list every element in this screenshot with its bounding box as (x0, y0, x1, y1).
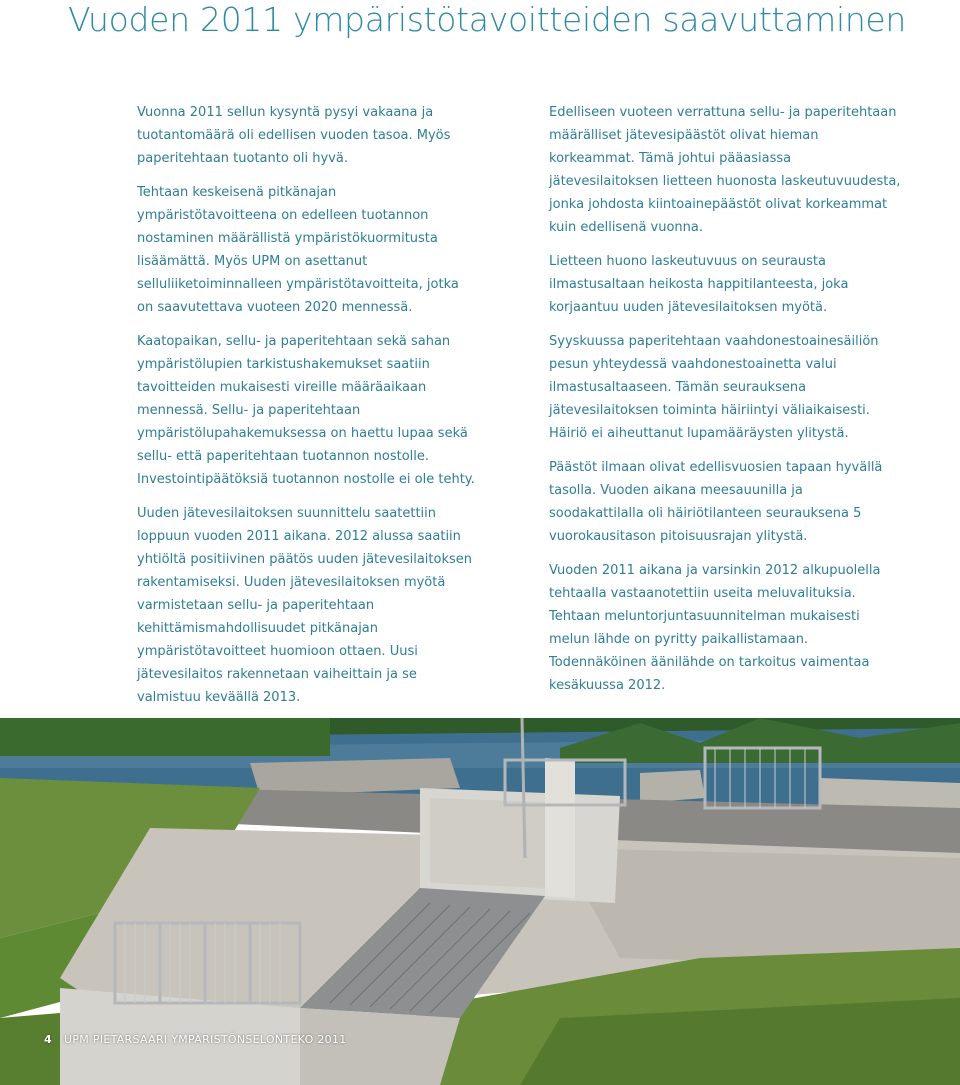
left-text-column (137, 101, 479, 720)
paragraph: Lietteen huono laskeutuvuus on seurausta ilmastusaltaan heikosta happitilanteesta, joka korjaantuu uuden jätevesilaitoksen myötä. (549, 254, 849, 315)
right-text-column (549, 101, 901, 708)
paragraph: Tehtaan keskeisenä pitkänajan ympäristötavoitteena on edelleen tuotannon nostaminen määrällistä ympäristökuormitusta lisäämättä. Myös UPM on asettanut selluliiketoiminnalleen ympäristötavoitteita, jotka on saavutettava vuoteen 2020 mennessä. (137, 185, 459, 315)
paragraph: Vuoden 2011 aikana ja varsinkin 2012 alkupuolella tehtaalla vastaanotettiin useita meluvalituksia. Tehtaan meluntorjuntasuunnitelman mukaisesti melun lähde on pyritty paikallistamaan. Todennäköinen äänilähde on tarkoitus vaimentaa kesäkuussa 2012. (549, 563, 881, 693)
paragraph: Edelliseen vuoteen verrattuna sellu- ja paperitehtaan määrälliset jätevesipäästöt olivat hieman korkeammat. Tämä johtui pääasiassa jätevesilaitoksen lietteen huonosta laskeutuvuudesta, jonka johdosta kiintoainepäästöt olivat korkeammat kuin edellisenä vuonna. (549, 105, 901, 235)
paragraph: Vuonna 2011 sellun kysyntä pysyi vakaana ja tuotantomäärä oli edellisen vuoden tasoa. Myös paperitehtaan tuotanto oli hyvä. (137, 105, 451, 166)
paragraph: Kaatopaikan, sellu- ja paperitehtaan sekä sahan ympäristölupien tarkistushakemukset saatiin tavoitteiden mukaisesti vireille määräaikaan mennessä. Sellu- ja paperitehtaan ympäristölupahakemuksessa on haettu lupaa sekä sellu- että paperitehtaan tuotannon nostolle. Investointipäätöksiä tuotannon nostolle ei ole tehty. (137, 334, 475, 487)
page-title: Vuoden 2011 ympäristötavoitteiden saavuttaminen (68, 0, 907, 39)
page-number: 4 (44, 1033, 52, 1046)
paragraph: Syyskuussa paperitehtaan vaahdonestoainesäiliön pesun yhteydessä vaahdonestoainetta valui ilmastusaltaaseen. Tämän seurauksena jätevesilaitoksen toiminta häiriintyi väliaikaisesti. Häiriö ei aiheuttanut lupamääräysten ylitystä. (549, 334, 879, 441)
wastewater-outlet-photo (0, 718, 960, 1085)
paragraph: Uuden jätevesilaitoksen suunnittelu saatettiin loppuun vuoden 2011 aikana. 2012 alussa saatiin yhtiöltä positiivinen päätös uuden jätevesilaitoksen rakentamiseksi. Uuden jätevesilaitoksen myötä varmistetaan sellu- ja paperitehtaan kehittämismahdollisuudet pitkänajan ympäristötavoitteet huomioon ottaen. Uusi jätevesilaitos rakennetaan vaiheittain ja se valmistuu keväällä 2013. (137, 506, 472, 705)
footer-publication-title: UPM PIETARSAARI YMPÄRISTÖNSELONTEKO 2011 (63, 1033, 347, 1046)
page-footer (44, 1032, 347, 1048)
paragraph: Päästöt ilmaan olivat edellisvuosien tapaan hyvällä tasolla. Vuoden aikana meesauunilla ja soodakattilalla oli häiriötilanteen seurauksena 5 vuorokausitason pitoisuusrajan ylitystä. (549, 460, 883, 544)
